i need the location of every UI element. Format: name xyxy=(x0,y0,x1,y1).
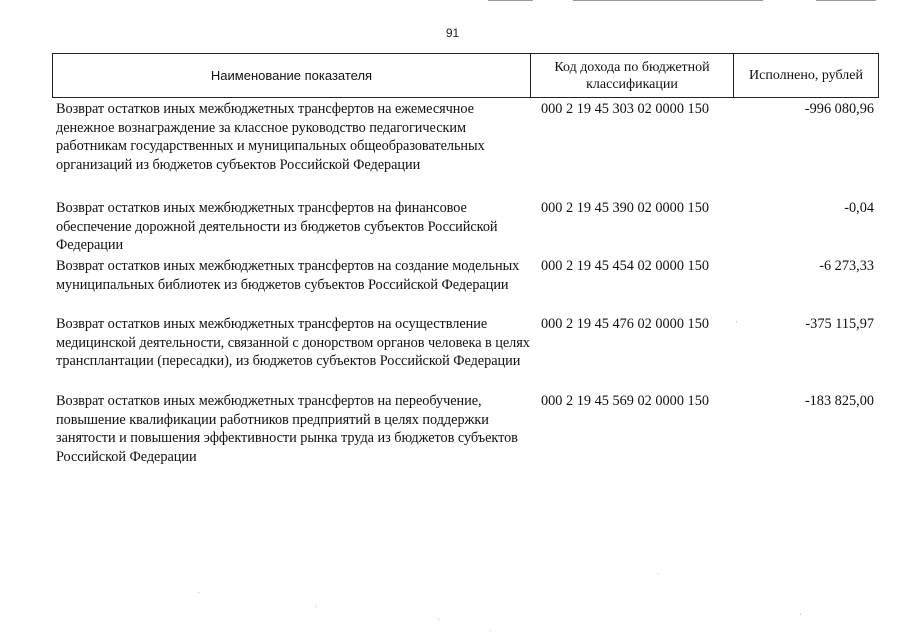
column-header-amount: Исполнено, рублей xyxy=(749,68,863,83)
row-code-cell: 000 2 19 45 476 02 0000 150 xyxy=(541,316,709,332)
row-amount-cell: -6 273,33 xyxy=(819,258,874,274)
scan-artifact-line xyxy=(816,0,876,1)
scan-speck xyxy=(736,321,737,322)
scan-artifact-line xyxy=(488,0,533,1)
row-name-cell: Возврат остатков иных межбюджетных трансфертов на осуществление медицинской деятельности, связанной с донорством органов человека в целях трансплантации (пересадки), из бюджетов субъектов Российской Федерации xyxy=(56,316,530,369)
row-name-cell: Возврат остатков иных межбюджетных трансфертов на финансовое обеспечение дорожной деятельности из бюджетов субъектов Российской Федерации xyxy=(56,200,498,253)
scan-speck xyxy=(198,592,199,593)
row-amount-cell: -996 080,96 xyxy=(804,101,874,117)
row-amount-cell: -183 825,00 xyxy=(804,393,874,409)
table-body xyxy=(56,100,876,469)
row-amount-cell: -375 115,97 xyxy=(805,316,874,332)
column-header-name: Наименование показателя xyxy=(53,54,531,97)
table-row xyxy=(56,100,876,199)
row-code-cell: 000 2 19 45 454 02 0000 150 xyxy=(541,258,709,274)
column-header-code: Код дохода по бюджетной классификации xyxy=(531,54,734,97)
page-number: 91 xyxy=(445,26,460,40)
row-code-cell: 000 2 19 45 569 02 0000 150 xyxy=(541,393,709,409)
table-row xyxy=(56,392,876,469)
table-row xyxy=(56,315,876,392)
row-name-cell: Возврат остатков иных межбюджетных трансфертов на создание модельных муниципальных библиотек из бюджетов субъектов Российской Федерации xyxy=(56,258,520,293)
table-row xyxy=(56,257,876,315)
table-header xyxy=(52,53,879,98)
scan-speck xyxy=(315,606,316,607)
scan-artifact-line xyxy=(573,0,763,1)
row-code-cell: 000 2 19 45 390 02 0000 150 xyxy=(541,200,709,216)
table-row xyxy=(56,199,876,257)
row-name-cell: Возврат остатков иных межбюджетных трансфертов на ежемесячное денежное вознаграждение за классное руководство педагогическим работникам государственных и муниципальных общеобразовательных организаций из бюджетов субъектов Российской Федерации xyxy=(56,101,485,173)
scan-speck xyxy=(658,573,659,574)
scan-speck xyxy=(800,614,801,615)
row-name-cell: Возврат остатков иных межбюджетных трансфертов на переобучение, повышение квалификации работников предприятий в целях поддержки занятости и повышения эффективности рынка труда из бюджетов субъектов Российской Федерации xyxy=(56,393,518,465)
row-code-cell: 000 2 19 45 303 02 0000 150 xyxy=(541,101,709,117)
scan-speck xyxy=(438,619,439,620)
scan-speck xyxy=(490,630,491,631)
row-amount-cell: -0,04 xyxy=(844,200,874,216)
